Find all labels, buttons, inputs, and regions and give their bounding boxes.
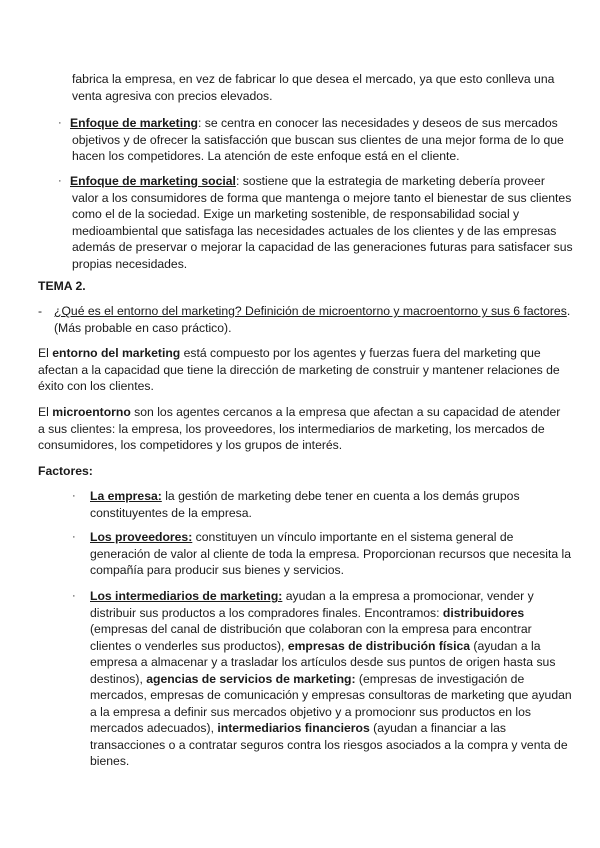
factor-text: [72, 529, 572, 579]
bullet-icon: ·: [58, 117, 62, 129]
term: microentorno: [52, 405, 131, 419]
factor-empresa: [72, 488, 522, 521]
text: El: [38, 405, 53, 419]
factores-label: Factores:: [38, 464, 93, 478]
term: Los intermediarios de marketing:: [90, 589, 283, 603]
term: La empresa:: [90, 489, 162, 503]
bold-term: distribuidores: [442, 605, 525, 620]
question-text: [38, 303, 578, 336]
definition: : se centra en conocer las necesidades y deseos de sus mercados objetivos y de ofrecer la satisfacción que buscan sus clientes de una mejor forma de lo que hacen los competidores. La atención de este enfoque está en el cliente.: [72, 116, 564, 163]
term: Enfoque de marketing social: [70, 174, 236, 188]
section-heading: TEMA 2.: [38, 279, 86, 293]
continuation-paragraph: fabrica la empresa, en vez de fabricar lo que desea el mercado, ya que esto conlleva una venta agresiva con precios elevados.: [72, 72, 555, 103]
question-suffix: . (Más probable en caso práctico).: [54, 304, 571, 335]
bullet-enfoque-marketing: [58, 115, 568, 165]
term: entorno del marketing: [52, 346, 181, 360]
microentorno-paragraph: [38, 404, 568, 454]
bullet-text: [58, 173, 573, 272]
bold-term: agencias de servicios de marketing:: [146, 671, 356, 686]
factor-proveedores: [72, 529, 572, 579]
text: (empresas de investigación de mercados, empresas de comunicación y empresas consultoras de marketing que ayudan a la empresa a definir sus mercados objetivo y a promocionr sus productos en los mercados adecuados),: [90, 671, 572, 735]
text: (empresas del canal de distribución que colaboran con la empresa para encontrar clientes o venderles sus productos),: [90, 622, 532, 653]
bullet-enfoque-marketing-social: [58, 173, 573, 272]
bold-term: empresas de distribución física: [287, 638, 471, 653]
factor-text: [72, 488, 522, 521]
definition: constituyen un vínculo importante en el sistema general de generación de valor al cliente de toda la empresa. Proporcionan recursos que necesita la compañía para producir sus bienes y servicios.: [90, 530, 572, 577]
text: ayudan a la empresa a promocionar, vender y distribuir sus productos a los compradores finales. Encontramos:: [90, 589, 534, 620]
factor-text: [72, 588, 572, 770]
bullet-icon: ·: [72, 531, 76, 543]
text: está compuesto por los agentes y fuerzas fuera del marketing que afectan a la capacidad que tiene la dirección de marketing de construir y mantener relaciones de éxito con los clientes.: [38, 346, 560, 393]
text: (ayudan a financiar a las transacciones o a contratar seguros contra los riesgos asociados a la compra y venta de bienes.: [90, 721, 568, 768]
text: El: [38, 346, 53, 360]
text: son los agentes cercanos a la empresa que afectan a su capacidad de atender a sus clientes: la empresa, los proveedores, los intermediarios de marketing, los mercados de consumidores, los competidores y los grupos de interés.: [38, 405, 561, 452]
dash-marker: -: [38, 304, 43, 318]
bullet-icon: ·: [72, 590, 76, 602]
bold-term: intermediarios financieros: [217, 721, 370, 735]
definition: la gestión de marketing debe tener en cuenta a los demás grupos constituyentes de la empresa.: [90, 489, 520, 520]
bullet-icon: ·: [72, 490, 76, 502]
text: (ayudan a la empresa a almacenar y a trasladar los artículos desde sus puntos de origen hasta sus destinos),: [90, 638, 556, 686]
entorno-paragraph: [38, 345, 568, 395]
term: Los proveedores:: [90, 530, 193, 544]
bullet-icon: ·: [58, 175, 62, 187]
question-item: [38, 303, 578, 336]
definition: : sostiene que la estrategia de marketing debería proveer valor a los consumidores de forma que mantenga o mejore tanto el bienestar de sus clientes como el de la sociedad. Exige un marketing sostenible, de responsabilidad social y medioambiental que satisfaga las necesidades actuales de los clientes y de las empresas además de preservar o mejorar la capacidad de las generaciones futuras para satisfacer sus propias necesidades.: [72, 174, 573, 271]
factor-intermediarios: [72, 588, 572, 770]
question-underlined: ¿Qué es el entorno del marketing? Definición de microentorno y macroentorno y sus 6 factores: [54, 304, 567, 318]
bullet-text: [58, 115, 568, 165]
term: Enfoque de marketing: [70, 116, 198, 130]
